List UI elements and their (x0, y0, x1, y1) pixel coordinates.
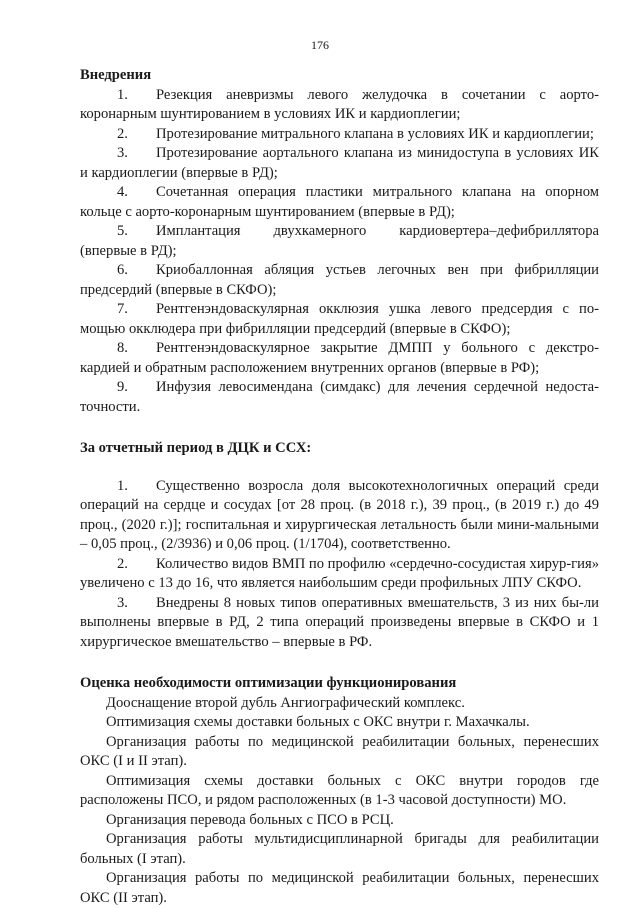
paragraph: Дооснащение второй дубль Ангиографический комплекс. (80, 694, 599, 714)
list-item: 6. Криобаллонная абляция устьев легочных вен при фибрилляции предсердий (впервые в СКФО); (80, 261, 599, 300)
reporting-list (80, 477, 599, 653)
document-body (80, 66, 599, 908)
paragraph: Организация перевода больных с ПСО в РСЦ. (80, 811, 599, 831)
paragraph: Организация работы по медицинской реабилитации больных, перенесших ОКС (II этап). (80, 869, 599, 908)
list-item: 4. Сочетанная операция пластики митрального клапана на опорном кольце с аорто-коронарным шунтированием (впервые в РД); (80, 183, 599, 222)
section-title-reporting-period: За отчетный период в ДЦК и ССХ: (80, 439, 599, 459)
optimization-paragraphs (80, 694, 599, 908)
list-item: 1. Существенно возросла доля высокотехнологичных операций среди операций на сердце и сосудах [от 28 проц. (в 2018 г.), 39 проц., (в 2019 г.) до 49 проц., (2020 г.)]; госпитальная и хирургическая летальность были мини-мальными – 0,05 проц., (2/3936) и 0,06 проц. (1/1704), соответственно. (80, 477, 599, 555)
implementations-list (80, 86, 599, 418)
list-item: 2. Количество видов ВМП по профилю «сердечно-сосудистая хирур-гия» увеличено с 13 до 16, что является наибольшим среди профильных ЛПУ СКФО. (80, 555, 599, 594)
section-title-optimization: Оценка необходимости оптимизации функционирования (80, 674, 599, 694)
paragraph: Оптимизация схемы доставки больных с ОКС внутри городов где расположены ПСО, и рядом расположенных (в 1-3 часовой доступности) МО. (80, 772, 599, 811)
list-item: 5. Имплантация двухкамерного кардиовертера–дефибриллятора (впервые в РД); (80, 222, 599, 261)
paragraph: Организация работы мультидисциплинарной бригады для реабилитации больных (I этап). (80, 830, 599, 869)
list-item: 1. Резекция аневризмы левого желудочка в сочетании с аорто-коронарным шунтированием в условиях ИК и кардиоплегии; (80, 86, 599, 125)
list-item: 2. Протезирование митрального клапана в условиях ИК и кардиоплегии; (80, 125, 599, 145)
section-title-implementations: Внедрения (80, 66, 599, 86)
list-item: 7. Рентгенэндоваскулярная окклюзия ушка левого предсердия с по-мощью окклюдера при фибрилляции предсердий (впервые в СКФО); (80, 300, 599, 339)
page-number: 176 (0, 38, 640, 53)
list-item: 3. Внедрены 8 новых типов оперативных вмешательств, 3 из них бы-ли выполнены впервые в РД, 2 типа операций произведены впервые в СКФО и 1 хирургическое вмешательство – впервые в РФ. (80, 594, 599, 653)
list-item: 9. Инфузия левосимендана (симдакс) для лечения сердечной недоста-точности. (80, 378, 599, 417)
list-item: 8. Рентгенэндоваскулярное закрытие ДМПП у больного с декстро-кардией и обратным расположением внутренних органов (впервые в РФ); (80, 339, 599, 378)
list-item: 3. Протезирование аортального клапана из минидоступа в условиях ИК и кардиоплегии (впервые в РД); (80, 144, 599, 183)
paragraph: Оптимизация схемы доставки больных с ОКС внутри г. Махачкалы. (80, 713, 599, 733)
paragraph: Организация работы по медицинской реабилитации больных, перенесших ОКС (I и II этап). (80, 733, 599, 772)
